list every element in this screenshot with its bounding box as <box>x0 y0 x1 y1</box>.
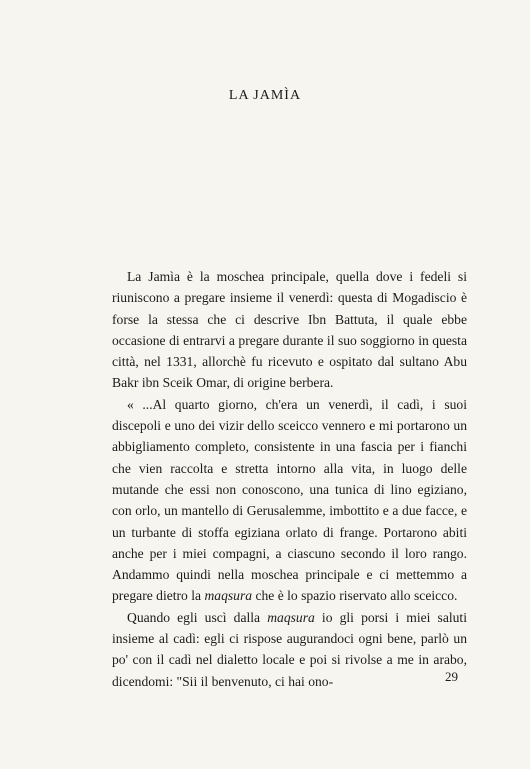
paragraph-2-text-2: che è lo spazio riservato allo sceicco. <box>252 588 458 604</box>
paragraph-2-text-1: « ...Al quarto giorno, ch'era un venerdì, il cadì, i suoi discepoli e uno dei vizir dello sceicco vennero e mi portarono un abbigliamento completo, consistente in una fascia per i fianchi che vien raccolta e stretta intorno alla vita, in luogo delle mutande che essi non conoscono, una tunica di lino egiziano, con orlo, un mantello di Gerusalemme, imbottito e a due facce, e un turbante di stoffa egiziana orlato di frange. Portarono abiti anche per i miei compagni, a ciascuno secondo il loro rango. Andammo quindi nella moschea principale e ci mettemmo a pregare dietro la <box>112 396 467 604</box>
paragraph-2 <box>112 394 467 607</box>
paragraph-3-italic: maqsura <box>267 609 315 625</box>
chapter-title: LA JAMÌA <box>228 88 302 103</box>
paragraph-3-text-2: io gli porsi i miei saluti insieme al cadì: egli ci rispose augurandoci ogni bene, parlò un po' con il cadì nel dialetto locale e poi si rivolse a me in arabo, dicendomi: "Sii il benvenuto, ci hai ono- <box>112 609 467 689</box>
paragraph-1: La Jamìa è la moschea principale, quella dove i fedeli si riuniscono a pregare insieme il venerdì: questa di Mogadiscio è forse la stessa che ci descrive Ibn Battuta, il quale ebbe occasione di entrarvi a pregare durante il suo soggiorno in questa città, nel 1331, allorchè fu ricevuto e ospitato dal sultano Abu Bakr ibn Sceik Omar, di origine berbera. <box>112 269 467 391</box>
page-number: 29 <box>445 669 458 684</box>
body-text <box>112 266 467 692</box>
paragraph-2-italic: maqsura <box>204 588 253 604</box>
paragraph-3-text-1: Quando egli uscì dalla <box>127 609 268 625</box>
